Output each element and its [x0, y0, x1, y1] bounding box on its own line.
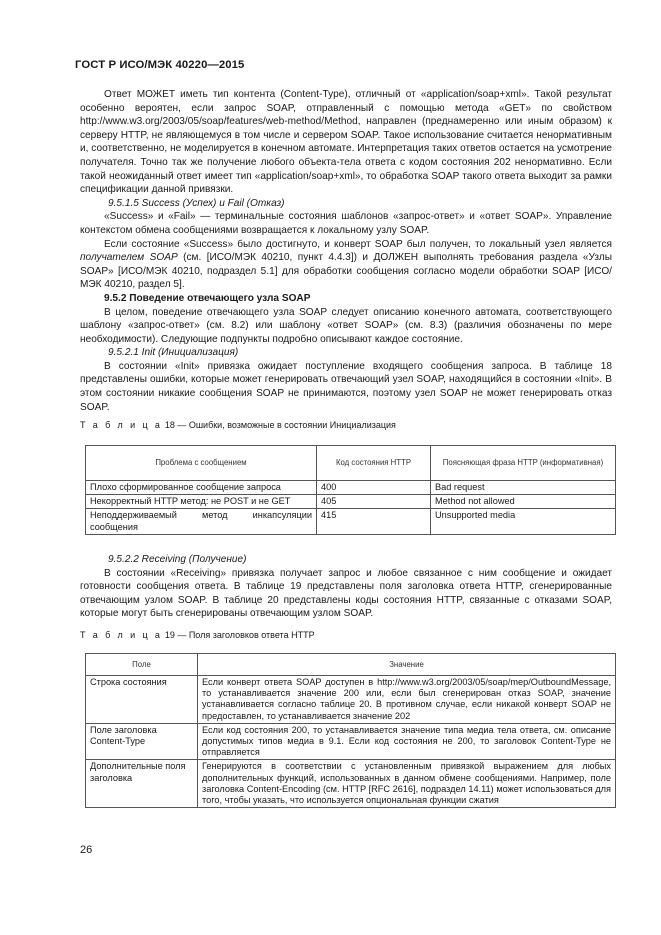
table-row — [86, 495, 616, 509]
body-text — [80, 88, 612, 414]
table-header-cell: Код состояния HTTP — [317, 446, 431, 481]
table-cell: 415 — [317, 509, 431, 534]
table-19 — [85, 653, 616, 808]
table-cell: Неподдерживаемый метод инкапсуляции сообщения — [86, 509, 317, 534]
table-19-caption — [80, 630, 315, 640]
page-number: 26 — [80, 844, 93, 856]
table-18 — [85, 445, 616, 535]
table-header-cell: Поле — [86, 654, 198, 676]
table-row — [86, 760, 616, 808]
subsection-heading: 9.5.2.2 Receiving (Получение) — [108, 554, 247, 565]
table-cell: Дополнительные поля заголовка — [86, 760, 198, 808]
table-cell: 405 — [317, 495, 431, 509]
table-cell: Плохо сформированное сообщение запроса — [86, 481, 317, 495]
table-header-cell: Значение — [198, 654, 616, 676]
table-row — [86, 509, 616, 534]
table-cell: Если конверт ответа SOAP доступен в http://www.w3.org/2003/05/soap/mep/OutboundMessage, то устанавливается значение 200 или, если был сгенерирован отказ SOAP, значение устанавливается согласно таблице 20. В противном случае, если никакой конверт SOAP не предоставлен, то устанавливается значение 202 — [198, 676, 616, 724]
table-cell: 400 — [317, 481, 431, 495]
section-heading: 9.5.2 Поведение отвечающего узла SOAP — [104, 292, 311, 304]
table-row — [86, 723, 616, 760]
table-cell: Если код состояния 200, то устанавливается значение типа медиа тела ответа, см. описание допустимых типов медиа в 9.1. Если код состояния не 200, то заголовок Content-Type не отправляется — [198, 723, 616, 760]
paragraph: В состоянии «Init» привязка ожидает поступление входящего сообщения запроса. В таблице 18 представлены ошибки, которые может генерировать отвечающий узел SOAP, находящийся в состоянии «Init». В этом состоянии никакие сообщения SOAP не принимаются, поэтому узел SOAP не может генерировать отказ SOAP. — [80, 360, 612, 413]
table-cell: Method not allowed — [431, 495, 616, 509]
table-cell: Генерируются в соответствии с установленным привязкой выражением для любых дополнительных функций, использованных в данном обмене сообщениями. Например, поле заголовка Content-Encoding (см. HTTP [RFC 2616], подраздел 14.11) может использоваться для того, чтобы указать, что используется опциональная функции сжатия — [198, 760, 616, 808]
table-cell: Строка состояния — [86, 676, 198, 724]
table-row — [86, 481, 616, 495]
paragraph: Ответ МОЖЕТ иметь тип контента (Content-Type), отличный от «application/soap+xml». Такой результат особенно вероятен, если запрос SOAP, отправленный с помощью метода «GET» по свойством http://www.w3.org/2003/05/soap/features/web-method/Method, направлен (преднамеренно или иным образом) к серверу HTTP, не являющемуся в том числе и сервером SOAP. Такое использование считается ненормативным и, соответственно, не моделируется в конечном автомате. Интерпретация таких ответов остается на усмотрение получателя. Точно так же получение любого объекта-тела ответа с кодом состояния 202 ненормативно. Если такой неожиданный ответ имеет тип «application/soap+xml», то обработка SOAP такого ответа выходит за рамки спецификации данной привязки. — [80, 89, 612, 196]
caption-prefix: Т а б л и ц а — [80, 630, 163, 640]
text-span: Если состояние «Success» было достигнуто, и конверт SOAP был получен, то локальный узел является — [104, 238, 612, 250]
document-header: ГОСТ Р ИСО/МЭК 40220—2015 — [75, 59, 245, 71]
paragraph: В целом, поведение отвечающего узла SOAP следует описанию конечного автомата, соответствующего шаблону «запрос-ответ» (см. 8.2) или шаблону «ответ SOAP» (см. 8.3) (различия обозначены по мере необходимости). Следующие подпункты подробно описывают каждое состояние. — [80, 306, 612, 345]
italic-term: получателем SOAP — [80, 252, 178, 264]
table-header-cell: Поясняющая фраза HTTP (информативная) — [431, 446, 616, 481]
table-header-cell: Проблема с сообщением — [86, 446, 317, 481]
table-cell: Bad request — [431, 481, 616, 495]
paragraph: В состоянии «Receiving» привязка получает запрос и любое связанное с ним сообщение и ожидает готовности сообщения ответа. В таблице 19 представлены поля заголовка ответа HTTP, сгенерированные отвечающим узлом SOAP. В таблице 20 представлены коды состояния HTTP, связанные с отказами SOAP, которые могут быть сгенерированы отвечающим узлом SOAP. — [80, 567, 612, 620]
caption-prefix: Т а б л и ц а — [80, 420, 163, 430]
table-18-caption — [80, 420, 396, 430]
caption-text: 18 — Ошибки, возможные в состоянии Инициализация — [164, 420, 396, 430]
table-cell: Некорректный HTTP метод: не POST и не GET — [86, 495, 317, 509]
receiving-section — [80, 553, 612, 621]
paragraph-success — [80, 238, 612, 292]
table-row — [86, 676, 616, 724]
subsection-heading: 9.5.2.1 Init (Инициализация) — [108, 347, 239, 359]
table-cell: Unsupported media — [431, 509, 616, 534]
caption-text: 19 — Поля заголовков ответа HTTP — [164, 630, 315, 640]
text-span: (см. [ИСО/МЭК 40210, пункт 4.4.3]) и ДОЛЖЕН выполнять требования раздела «Узлы SOAP» [ИСО/МЭК 40210, подраздел 5.1] для обработки сообщения согласно модели обработки SOAP [ИСО/МЭК 40210, раздел 5]. — [80, 252, 613, 291]
subsection-heading: 9.5.1.5 Success (Успех) и Fail (Отказ) — [108, 197, 285, 209]
paragraph: «Success» и «Fail» — терминальные состояния шаблонов «запрос-ответ» и «ответ SOAP». Управление контекстом обмена сообщениями возвращается к локальному узлу SOAP. — [80, 211, 612, 236]
table-cell: Поле заголовка Content-Type — [86, 723, 198, 760]
